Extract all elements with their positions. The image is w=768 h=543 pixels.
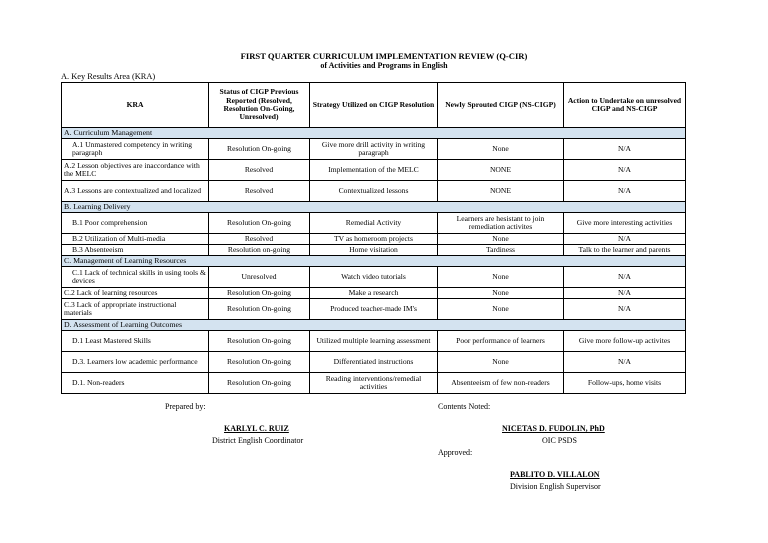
strategy-cell: Watch video tutorials [310, 267, 438, 288]
table-row [62, 373, 686, 394]
kra-cell: A.3 Lessons are contextualized and localized [62, 181, 209, 202]
document-title: FIRST QUARTER CURRICULUM IMPLEMENTATION REVIEW (Q-CIR) [240, 51, 528, 61]
status-cell: Resolution On-going [209, 288, 310, 299]
strategy-cell: Implementation of the MELC [310, 160, 438, 181]
action-cell: Talk to the learner and parents [564, 245, 686, 256]
kra-cell: C.1 Lack of technical skills in using tools & devices [62, 267, 209, 288]
section-label: A. Key Results Area (KRA) [61, 72, 156, 81]
table-row [62, 352, 686, 373]
strategy-cell: Reading interventions/remedial activities [310, 373, 438, 394]
header-ns-cigp: Newly Sprouted CIGP (NS-CIGP) [438, 83, 564, 128]
strategy-cell: Give more drill activity in writing paragraph [310, 139, 438, 160]
status-cell: Resolution On-going [209, 139, 310, 160]
table-row [62, 288, 686, 299]
ns-cigp-cell: None [438, 299, 564, 320]
header-kra: KRA [62, 83, 209, 128]
kra-cell: B.3 Absenteeism [62, 245, 209, 256]
action-cell: Give more interesting activities [564, 213, 686, 234]
ns-cigp-cell: Absenteeism of few non-readers [438, 373, 564, 394]
action-cell: N/A [564, 299, 686, 320]
table-row [62, 160, 686, 181]
header-strategy: Strategy Utilized on CIGP Resolution [310, 83, 438, 128]
table-row [62, 299, 686, 320]
status-cell: Resolved [209, 160, 310, 181]
section-row [62, 202, 686, 213]
kra-cell: D.3. Learners low academic performance [62, 352, 209, 373]
table-row [62, 234, 686, 245]
header-action: Action to Undertake on unresolved CIGP and NS-CIGP [564, 83, 686, 128]
table-row [62, 267, 686, 288]
document-subtitle: of Activities and Programs in English [320, 61, 448, 70]
table-row [62, 245, 686, 256]
section-row [62, 128, 686, 139]
ns-cigp-cell: NONE [438, 181, 564, 202]
ns-cigp-cell: None [438, 352, 564, 373]
action-cell: N/A [564, 160, 686, 181]
action-cell: Give more follow-up activites [564, 331, 686, 352]
kra-cell: D.1. Non-readers [62, 373, 209, 394]
strategy-cell: Remedial Activity [310, 213, 438, 234]
status-cell: Resolution On-going [209, 352, 310, 373]
ns-cigp-cell: Poor performance of learners [438, 331, 564, 352]
noted-by-name: NICETAS D. FUDOLIN, PhD [502, 424, 605, 433]
ns-cigp-cell: None [438, 139, 564, 160]
action-cell: N/A [564, 352, 686, 373]
section-title: A. Curriculum Management [62, 128, 686, 139]
approved-by-position: Division English Supervisor [510, 482, 601, 491]
strategy-cell: Differentiated instructions [310, 352, 438, 373]
header-row [62, 83, 686, 128]
section-title: C. Management of Learning Resources [62, 256, 686, 267]
ns-cigp-cell: Learners are hesistant to join remediation activites [438, 213, 564, 234]
table-body [62, 128, 686, 394]
header-status: Status of CIGP Previous Reported (Resolved, Resolution On-Going, Unresolved) [209, 83, 310, 128]
table-row [62, 181, 686, 202]
status-cell: Resolution On-going [209, 213, 310, 234]
strategy-cell: TV as homeroom projects [310, 234, 438, 245]
prepared-by-name: KARLYL C. RUIZ [224, 424, 289, 433]
kra-cell: B.1 Poor comprehension [62, 213, 209, 234]
strategy-cell: Contextualized lessons [310, 181, 438, 202]
approved-by-name: PABLITO D. VILLALON [510, 470, 600, 479]
kra-cell: A.1 Unmastered competency in writing paragraph [62, 139, 209, 160]
ns-cigp-cell: NONE [438, 160, 564, 181]
ns-cigp-cell: None [438, 267, 564, 288]
status-cell: Unresolved [209, 267, 310, 288]
action-cell: N/A [564, 288, 686, 299]
section-row [62, 320, 686, 331]
noted-by-position: OIC PSDS [542, 436, 577, 445]
kra-cell: C.2 Lack of learning resources [62, 288, 209, 299]
strategy-cell: Make a research [310, 288, 438, 299]
action-cell: N/A [564, 181, 686, 202]
contents-noted-label: Contents Noted: [438, 402, 491, 411]
kra-cell: B.2 Utilization of Multi-media [62, 234, 209, 245]
approved-label: Approved: [438, 448, 473, 457]
prepared-by-label: Prepared by: [165, 402, 206, 411]
status-cell: Resolution On-going [209, 299, 310, 320]
action-cell: N/A [564, 267, 686, 288]
table-row [62, 331, 686, 352]
kra-cell: A.2 Lesson objectives are inaccordance with the MELC [62, 160, 209, 181]
ns-cigp-cell: Tardiness [438, 245, 564, 256]
table-row [62, 213, 686, 234]
status-cell: Resolved [209, 181, 310, 202]
section-row [62, 256, 686, 267]
cir-table [61, 82, 686, 394]
table-row [62, 139, 686, 160]
status-cell: Resolution On-going [209, 331, 310, 352]
prepared-by-position: District English Coordinator [212, 436, 304, 445]
strategy-cell: Home visitation [310, 245, 438, 256]
section-title: D. Assessment of Learning Outcomes [62, 320, 686, 331]
ns-cigp-cell: None [438, 234, 564, 245]
action-cell: N/A [564, 139, 686, 160]
kra-cell: C.3 Lack of appropriate instructional materials [62, 299, 209, 320]
strategy-cell: Utilized multiple learning assessment [310, 331, 438, 352]
status-cell: Resolved [209, 234, 310, 245]
strategy-cell: Produced teacher-made IM's [310, 299, 438, 320]
action-cell: N/A [564, 234, 686, 245]
kra-cell: D.1 Least Mastered Skills [62, 331, 209, 352]
action-cell: Follow-ups, home visits [564, 373, 686, 394]
section-title: B. Learning Delivery [62, 202, 686, 213]
status-cell: Resolution On-going [209, 373, 310, 394]
ns-cigp-cell: None [438, 288, 564, 299]
status-cell: Resolution on-going [209, 245, 310, 256]
